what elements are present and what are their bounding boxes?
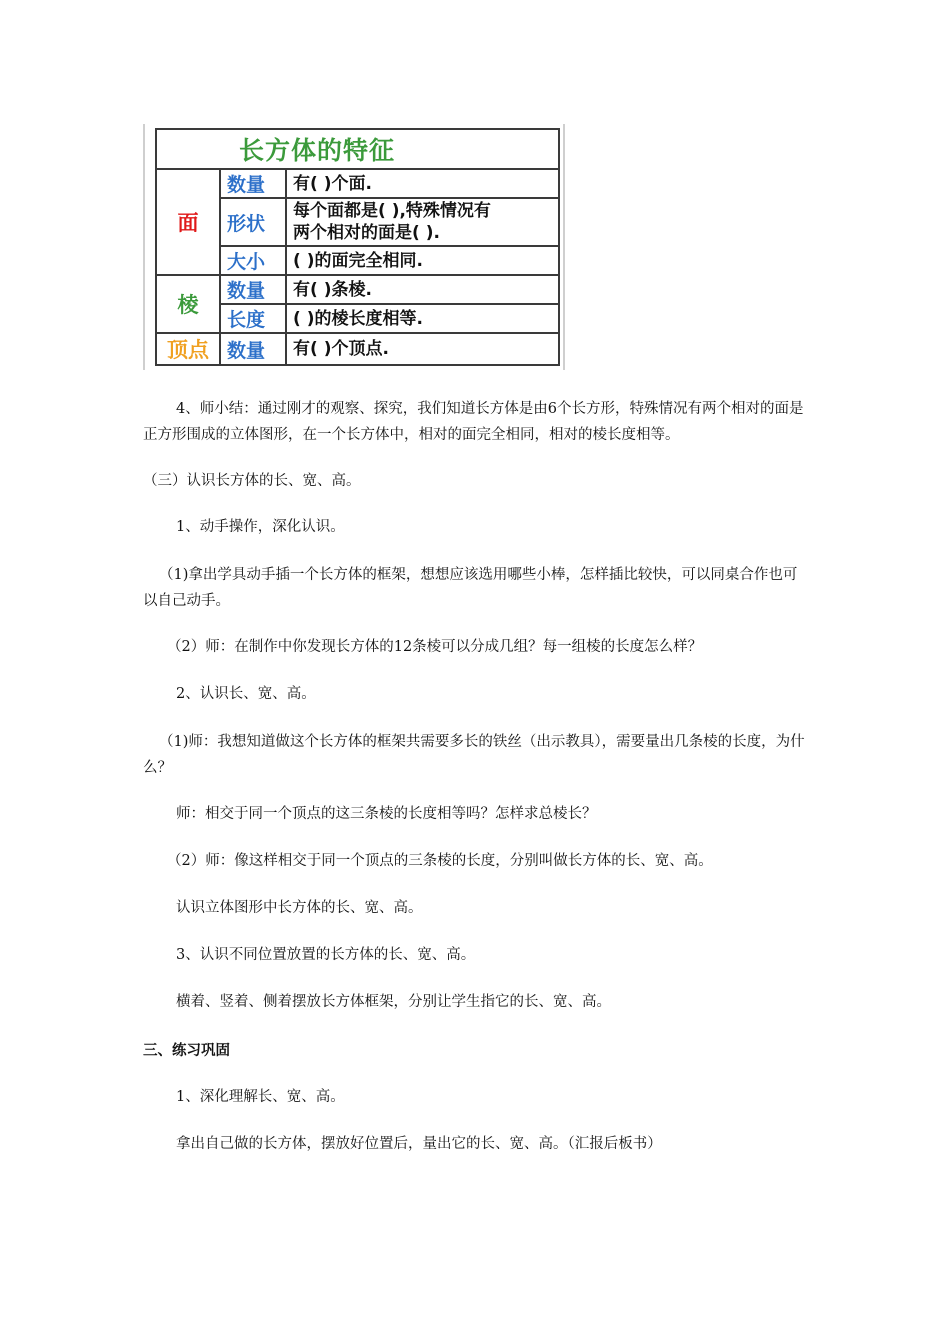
vertex-count-desc: 有( )个顶点.: [286, 333, 559, 365]
edge-category: 棱: [156, 275, 220, 333]
step-1-item-1: （1)拿出学具动手插一个长方体的框架，想想应该选用哪些小棒，怎样插比较快，可以同桌合作也可以自己动手。: [143, 567, 798, 609]
face-shape-desc: [286, 198, 559, 246]
step-2-note: 认识立体图形中长方体的长、宽、高。: [176, 900, 423, 916]
face-shape-desc-line1: 每个面都是( ),特殊情况有: [293, 201, 491, 221]
frame-right-line: [563, 124, 565, 370]
step-2-heading: 2、认识长、宽、高。: [176, 686, 316, 702]
step-3-detail: 横着、竖着、侧着摆放长方体框架，分别让学生指它的长、宽、高。: [176, 994, 611, 1010]
face-size-desc: ( )的面完全相同.: [286, 246, 559, 275]
practice-step-1: 1、深化理解长、宽、高。: [176, 1089, 345, 1105]
face-count-desc: 有( )个面.: [286, 169, 559, 198]
vertex-category: 顶点: [156, 333, 220, 365]
vertex-count-attr: 数量: [220, 333, 286, 365]
step-2-item-1: （1)师：我想知道做这个长方体的框架共需要多长的铁丝（出示教具），需要量出几条棱的长度，为什么？: [143, 734, 805, 776]
face-shape-attr: 形状: [220, 198, 286, 246]
face-count-attr: 数量: [220, 169, 286, 198]
feature-table-frame: [143, 124, 565, 370]
edge-count-desc: 有( )条棱.: [286, 275, 559, 304]
step-2-question: 师：相交于同一个顶点的这三条棱的长度相等吗？怎样求总棱长？: [176, 806, 597, 822]
face-shape-desc-line2: 两个相对的面是( ).: [293, 223, 440, 243]
face-size-attr: 大小: [220, 246, 286, 275]
frame-left-line: [143, 124, 145, 370]
practice-step-1-detail: 拿出自己做的长方体，摆放好位置后，量出它的长、宽、高。（汇报后板书）: [176, 1136, 662, 1152]
practice-heading: 三、练习巩固: [143, 1043, 230, 1059]
summary-paragraph: 4、师小结：通过刚才的观察、探究，我们知道长方体是由6个长方形，特殊情况有两个相对的面是正方形围成的立体图形，在一个长方体中，相对的面完全相同，相对的棱长度相等。: [143, 401, 804, 443]
face-category: 面: [156, 169, 220, 275]
step-2-item-2: （2）师：像这样相交于同一个顶点的三条棱的长度，分别叫做长方体的长、宽、高。: [167, 853, 713, 869]
step-1-heading: 1、动手操作，深化认识。: [176, 519, 345, 535]
edge-count-attr: 数量: [220, 275, 286, 304]
section-3-heading: （三）认识长方体的长、宽、高。: [143, 473, 361, 489]
edge-length-attr: 长度: [220, 304, 286, 333]
table-title: 长方体的特征: [156, 129, 559, 169]
step-3-heading: 3、认识不同位置放置的长方体的长、宽、高。: [176, 947, 476, 963]
cuboid-features-table: [155, 128, 560, 366]
step-1-item-2: （2）师：在制作中你发现长方体的12条棱可以分成几组？每一组棱的长度怎么样？: [167, 639, 703, 655]
edge-length-desc: ( )的棱长度相等.: [286, 304, 559, 333]
